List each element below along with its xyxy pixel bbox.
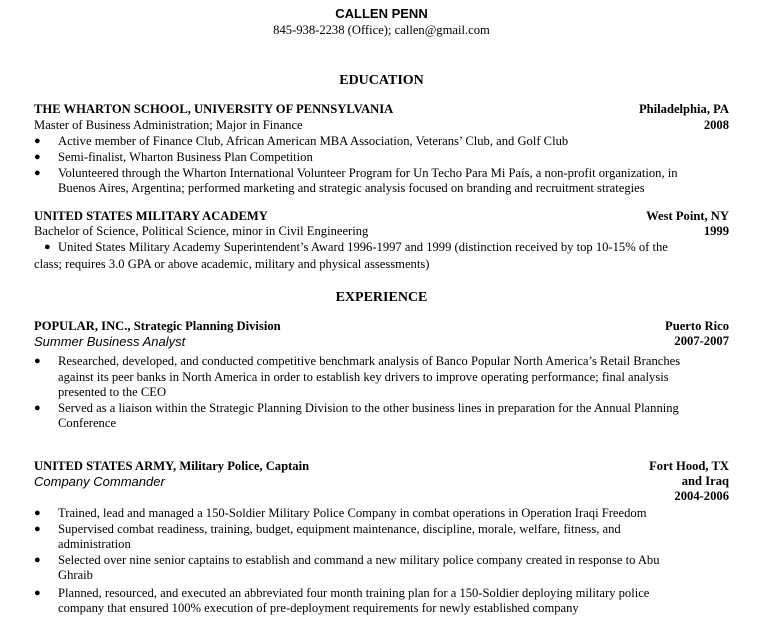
list-item: ● Planned, resourced, and executed an abbreviated four month training plan for a 150-Soldier deploying military police [34,586,650,600]
popular-header [34,319,729,335]
list-item: ● Volunteered through the Wharton International Volunteer Program for Un Techo Para Mi País, a non-profit organization, in [34,166,678,180]
usma-header [34,209,729,225]
list-item: ● Researched, developed, and conducted competitive benchmark analysis of Banco Popular North America’s Retail Branches [34,354,681,368]
army-location-2: and Iraq [681,474,729,488]
bullet-icon: ● [34,587,41,599]
usma-location: West Point, NY [646,209,729,223]
army-header [34,459,729,475]
bullet-icon: ● [34,507,41,519]
wharton-degree-row [34,118,729,134]
army-dates: 2004-2006 [674,489,729,503]
army-location-1: Fort Hood, TX [649,459,729,473]
army-title: Company Commander [34,474,165,489]
list-item-continuation: Buenos Aires, Argentina; performed marketing and strategic analysis focused on branding and recruitment strategies [58,181,645,195]
popular-dates: 2007-2007 [674,334,729,348]
list-item-continuation: against its peer banks in North America in order to establish key drivers to improve operating performance; final analysis [58,370,669,384]
popular-org: POPULAR, INC., Strategic Planning Division [34,319,281,333]
list-item-continuation: class; requires 3.0 GPA or above academic, military and physical assessments) [34,257,430,271]
usma-year: 1999 [703,224,729,238]
list-item-continuation: company that ensured 100% execution of pre-deployment requirements for newly established company [58,601,579,615]
army-org: UNITED STATES ARMY, Military Police, Captain [34,459,310,473]
candidate-name: CALLEN PENN [335,6,428,21]
education-heading: EDUCATION [339,73,424,88]
popular-title: Summer Business Analyst [34,334,186,349]
bullet-icon: ● [34,151,41,163]
usma-degree: Bachelor of Science, Political Science, minor in Civil Engineering [34,224,369,238]
wharton-degree: Master of Business Administration; Major in Finance [34,118,303,132]
list-item: ● Selected over nine senior captains to establish and command a new military police company created in response to Abu [34,553,660,567]
bullet-icon: ● [34,135,41,147]
list-item: ● Served as a liaison within the Strategic Planning Division to the other business lines in preparation for the Annual Planning [34,401,679,415]
list-item: ● Semi-finalist, Wharton Business Plan Competition [34,150,313,164]
bullet-icon: ● [34,167,41,179]
bullet-icon: ● [34,402,41,414]
bullet-icon: ● [34,523,41,535]
list-item: ● United States Military Academy Superintendent’s Award 1996-1997 and 1999 (distinction received by top 10-15% of the [44,240,668,254]
experience-heading: EXPERIENCE [335,290,428,305]
list-item: ● Active member of Finance Club, African American MBA Association, Veterans’ Club, and Golf Club [34,134,569,148]
list-item: ● Supervised combat readiness, training, budget, equipment maintenance, discipline, morale, welfare, fitness, and [34,522,621,536]
list-item-continuation: Ghraib [58,568,93,582]
bullet-icon: ● [34,554,41,566]
wharton-year: 2008 [703,118,729,132]
bullet-icon: ● [34,355,41,367]
list-item-continuation: administration [58,537,131,551]
list-item-continuation: Conference [58,416,117,430]
wharton-header [34,102,729,118]
usma-school: UNITED STATES MILITARY ACADEMY [34,209,268,223]
bullet-icon: ● [44,241,51,253]
list-item: ● Trained, lead and managed a 150-Soldier Military Police Company in combat operations in Operation Iraqi Freedom [34,506,647,520]
list-item-continuation: presented to the CEO [58,385,167,399]
wharton-school: THE WHARTON SCHOOL, UNIVERSITY OF PENNSYLVANIA [34,102,394,116]
contact-info: 845-938-2238 (Office); callen@gmail.com [273,23,490,37]
popular-location: Puerto Rico [665,319,729,333]
usma-degree-row [34,224,729,240]
wharton-location: Philadelphia, PA [638,102,729,116]
